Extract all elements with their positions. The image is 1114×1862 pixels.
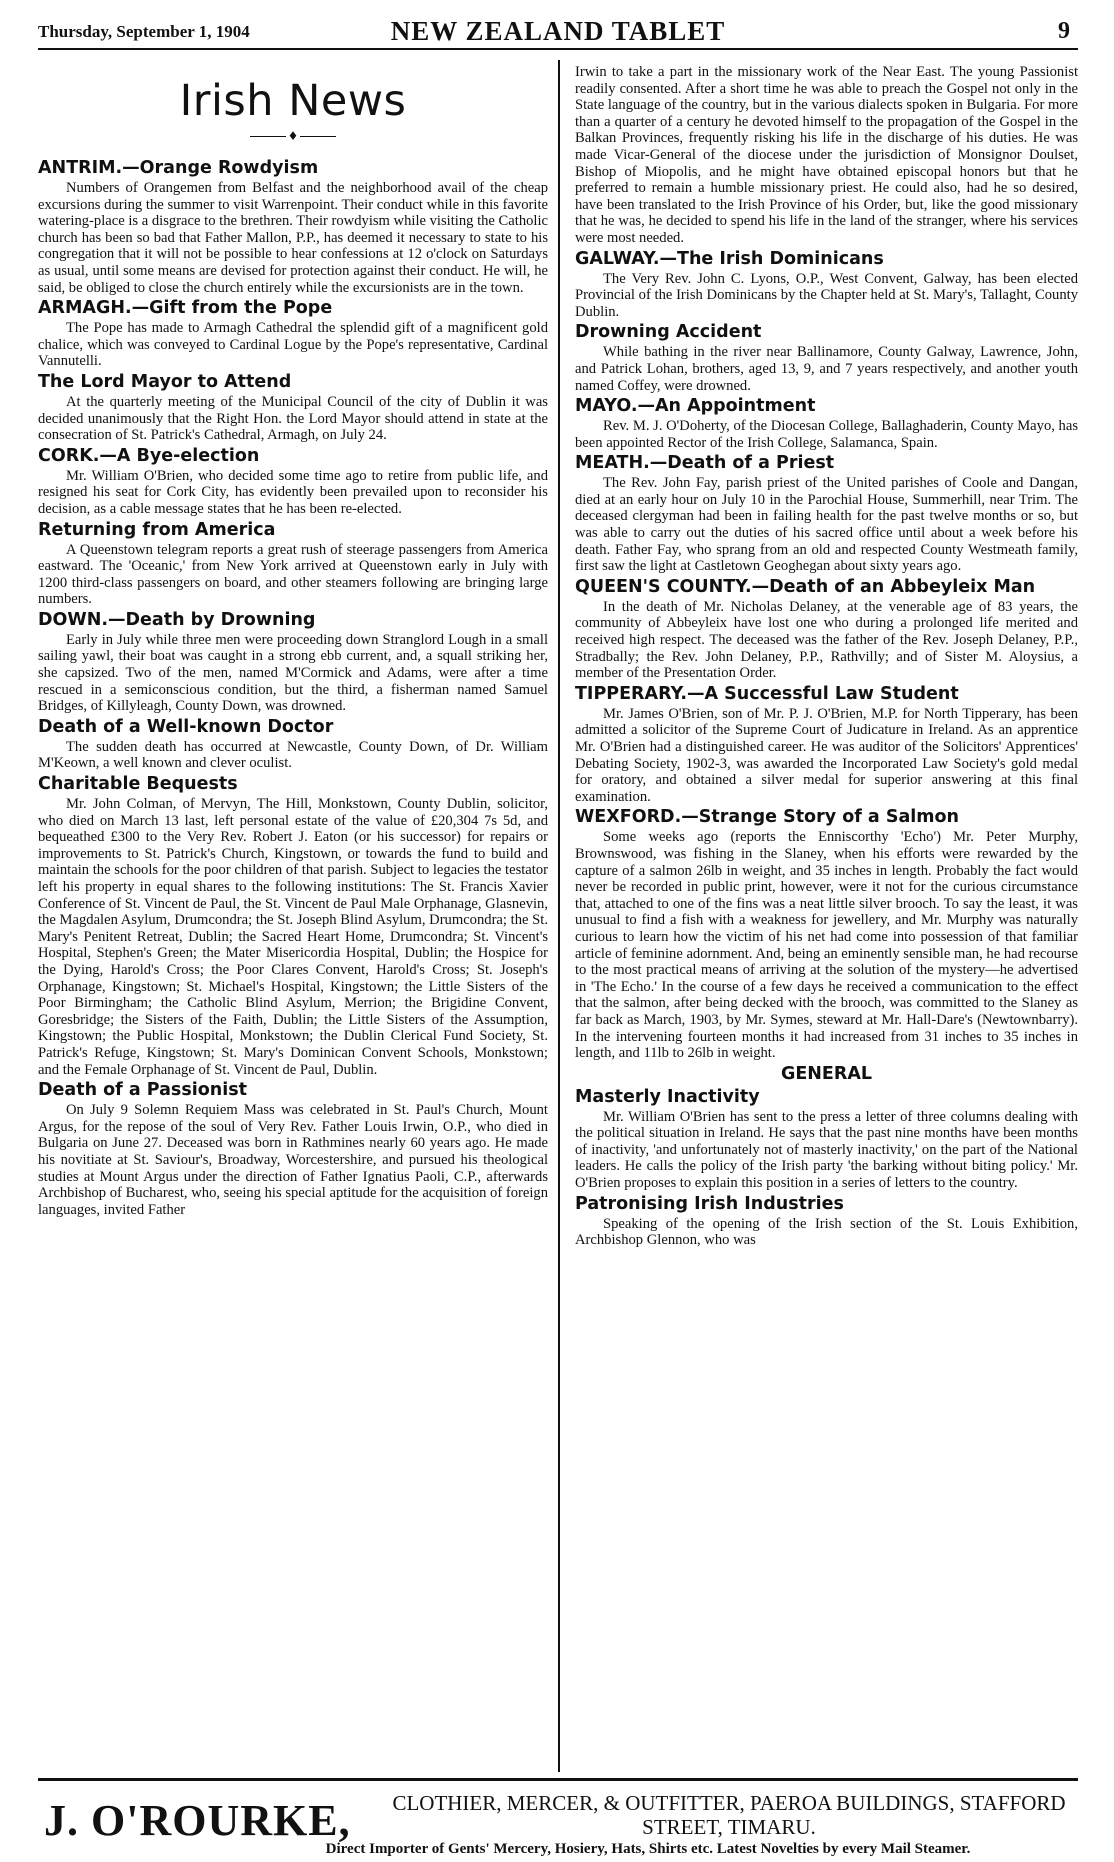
article-heading: Death of a Well-known Doctor bbox=[38, 716, 334, 737]
article-heading: GALWAY.—The Irish Dominicans bbox=[575, 248, 884, 269]
article-heading: MAYO.—An Appointment bbox=[575, 396, 816, 417]
article bbox=[38, 158, 548, 296]
right-articles bbox=[575, 64, 1078, 1249]
article-heading: QUEEN'S COUNTY.—Death of an Abbeyleix Man bbox=[575, 576, 1036, 597]
article-paragraph: Mr. James O'Brien, son of Mr. P. J. O'Brien, M.P. for North Tipperary, has been admitted a solicitor of the Supreme Court of Judicature in Ireland. As an apprentice Mr. O'Brien had a distinguished career. He was auditor of the Solicitors' Apprentices' Debating Society, 1902-3, was awarded the Incorporated Law Society's gold medal for oratory, and obtained a silver medal for superior answering at this final examination. bbox=[575, 705, 1078, 805]
article bbox=[575, 396, 1078, 451]
article-heading: WEXFORD.—Strange Story of a Salmon bbox=[575, 807, 959, 828]
article-paragraph: On July 9 Solemn Requiem Mass was celebrated in St. Paul's Church, Mount Argus, for the repose of the soul of Very Rev. Father Louis Irwin, O.P., who died in Bulgaria on June 27. Deceased was born in Rathmines nearly 60 years ago. He made his novitiate at St. Saviour's, Broadway, Worcestershire, and pursued his theological studies at Mount Argus under the direction of Father Ignatius Paoli, C.P., afterwards Archbishop of Bucharest, who, seeing his special aptitude for the acquisition of foreign languages, invited Father bbox=[38, 1102, 548, 1218]
advertiser-name: J. O'ROURKE, bbox=[44, 1796, 351, 1845]
article-paragraph: Speaking of the opening of the Irish section of the St. Louis Exhibition, Archbishop Glennon, who was bbox=[575, 1215, 1078, 1249]
article-paragraph: The Pope has made to Armagh Cathedral the splendid gift of a magnificent gold chalice, which was conveyed to Cardinal Logue by the Pope's representative, Cardinal Vannutelli. bbox=[38, 320, 548, 370]
diamond-icon: ♦ bbox=[287, 129, 299, 143]
article bbox=[575, 1064, 1078, 1085]
page-number: 9 bbox=[1058, 18, 1070, 44]
article-paragraph: Mr. William O'Brien, who decided some time ago to retire from public life, and resigned his seat for Cork City, has evidently been prevailed upon to reconsider his decision, as a cable message states that he has been re-elected. bbox=[38, 467, 548, 517]
article-heading: Drowning Accident bbox=[575, 322, 762, 343]
article-heading: Death of a Passionist bbox=[38, 1080, 248, 1101]
article bbox=[575, 1194, 1078, 1249]
article-heading: DOWN.—Death by Drowning bbox=[38, 609, 316, 630]
article-paragraph: While bathing in the river near Ballinamore, County Galway, Lawrence, John, and Patrick Lohan, brothers, aged 13, 9, and 7 years respectively, and another youth named Coffey, were drowned. bbox=[575, 344, 1078, 394]
issue-date: Thursday, September 1, 1904 bbox=[38, 22, 250, 41]
article-paragraph: The Very Rev. John C. Lyons, O.P., West Convent, Galway, has been elected Provincial of the Irish Dominicans by the Chapter held at St. Mary's, Tallaght, County Dublin. bbox=[575, 270, 1078, 320]
article-heading: Charitable Bequests bbox=[38, 774, 238, 795]
article-paragraph: A Queenstown telegram reports a great rush of steerage passengers from America eastward. The 'Oceanic,' from New York arrived at Queenstown early in July with 1200 third-class passengers on board, and other steamers following are bringing large numbers. bbox=[38, 541, 548, 608]
article-heading: ARMAGH.—Gift from the Pope bbox=[38, 298, 333, 319]
column-divider bbox=[558, 60, 560, 1772]
section-title: Irish News bbox=[179, 76, 407, 126]
article-heading: TIPPERARY.—A Successful Law Student bbox=[575, 683, 959, 704]
article bbox=[38, 446, 548, 518]
article-heading: ANTRIM.—Orange Rowdyism bbox=[38, 158, 319, 178]
advertiser-footer: Direct Importer of Gents' Mercery, Hosiery, Hats, Shirts etc. Latest Novelties by every Mail Steamer. bbox=[325, 1841, 971, 1857]
article bbox=[38, 717, 548, 772]
article-paragraph: Mr. John Colman, of Mervyn, The Hill, Monkstown, County Dublin, solicitor, who died on March 13 last, left personal estate of the value of £20,304 7s 5d, and bequeathed £300 to the Very Rev. Robert J. Eaton (or his successor) for repairs or improvements to St. Patrick's Church, Kingstown, or towards the fund to build and maintain the schools for the poor children of that parish. Subject to legacies the testator left his property in equal shares to the following institutions: The St. Francis Xavier Conference of St. Vincent de Paul, the St. Vincent de Paul Male Orphanage, Glasnevin, the Magdalen Asylum, Drumcondra; the St. Joseph Blind Asylum, Drumcondra; the St. Mary's Penitent Retreat, Dublin; the Sacred Heart Home, Drumcondra; St. Vincent's Hospital, Stephen's Green; the Mater Misericordia Hospital, Dublin; the Hospice for the Dying, Harold's Cross; the Poor Clares Convent, Harold's Cross; St. Joseph's Orphanage, Kingstown; St. Michael's Hospital, Kingstown; the Little Sisters of the Poor Birmingham; the Catholic Blind Asylum, Merrion; the Brigidine Convent, Goresbridge; the Sisters of the Faith, Dublin; the Little Sisters of the Assumption, Kingstown; the Public Hospital, Monkstown; the Dublin Clerical Fund Society, St. Patrick's Refuge, Kingstown; St. Mary's Dominican Convent Schools, Monkstown; and the Female Orphanage of St. Vincent de Paul, Dublin. bbox=[38, 796, 548, 1078]
article-heading: MEATH.—Death of a Priest bbox=[575, 453, 835, 474]
article bbox=[38, 1080, 548, 1218]
article bbox=[38, 520, 548, 608]
article-paragraph: Some weeks ago (reports the Enniscorthy 'Echo') Mr. Peter Murphy, Brownswood, was fishing in the Slaney, when his efforts were rewarded by the capture of a salmon 26lb in weight, and 35 inches in length. Probably the fact would never be recorded in public print, however, were it not for the curious circumstance that, attached to one of the fins was a neat little silver brooch. To say the least, it was unusual to find a fish with a weakness for jewellery, and Mr. Murphy was naturally curious to learn how the victim of his net had come into possession of that familiar article of feminine adornment. And, being an eminently sensible man, he had recourse to the most practical means of arriving at the solution of the mystery—he advertised in 'The Echo.' In the course of a few days he received a communication to the effect that the salmon, after being decked with the brooch, was committed to the Slaney as far back as March, 1903, by Mr. Symes, steward at Mr. Hall-Dare's (Newtownbarry). In the intervening fourteen months it had increased from 31 inches to 35 inches in length, and 11lb to 26lb in weight. bbox=[575, 829, 1078, 1062]
article bbox=[575, 577, 1078, 682]
article bbox=[575, 322, 1078, 394]
article bbox=[575, 807, 1078, 1061]
article bbox=[38, 610, 548, 715]
article bbox=[575, 684, 1078, 806]
article bbox=[575, 1087, 1078, 1192]
article-paragraph: Rev. M. J. O'Doherty, of the Diocesan College, Ballaghaderin, County Mayo, has been appointed Rector of the Irish College, Salamanca, Spain. bbox=[575, 418, 1078, 451]
article-paragraph: At the quarterly meeting of the Municipal Council of the city of Dublin it was decided unanimously that the Right Hon. the Lord Mayor should attend in state at the consecration of St. Patrick's Cathedral, Armagh, on July 24. bbox=[38, 393, 548, 444]
article bbox=[575, 453, 1078, 575]
article-paragraph: The sudden death has occurred at Newcastle, County Down, of Dr. William M'Keown, a well known and clever oculist. bbox=[38, 738, 548, 772]
masthead bbox=[38, 14, 1078, 50]
article-heading: Patronising Irish Industries bbox=[575, 1193, 844, 1214]
article-paragraph: Irwin to take a part in the missionary work of the Near East. The young Passionist readily consented. After a short time he was able to preach the Gospel not only in the State language of the country, but in the various dialects spoken in Bulgaria. For more than a quarter of a century he devoted himself to the propagation of the Gospel in the Balkan Provinces, frequently risking his life in the discharge of his duties. He was made Vicar-General of the diocese under the jurisdiction of Monsignor Doulset, Bishop of Miopolis, and he might have obtained episcopal honors but that he preferred to remain a humble missionary priest. He could also, had he so desired, have been translated to the Irish Province of his Order, but, like the good missionary that he was, he decided to spend his life in the land of the stranger, where his services were most needed. bbox=[575, 64, 1078, 246]
advertisement bbox=[38, 1778, 1078, 1857]
left-articles bbox=[38, 158, 548, 1218]
advertiser-description: CLOTHIER, MERCER, & OUTFITTER, PAEROA BUILDINGS, STAFFORD STREET, TIMARU. bbox=[392, 1791, 1066, 1839]
article bbox=[38, 372, 548, 444]
article-paragraph: Mr. William O'Brien has sent to the press a letter of three columns dealing with the political situation in Ireland. He says that the past nine months have been months of inactivity, 'and unfortunately not of masterly inactivity,' on the part of the National leaders. He calls the policy of the Irish party 'the barking without biting policy.' Mr. O'Brien proposes to explain this position in a series of letters to the country. bbox=[575, 1108, 1078, 1192]
article-paragraph: Early in July while three men were proceeding down Stranglord Lough in a small sailing yawl, their boat was caught in a strong ebb current, and, a squall striking her, she capsized. Two of the men, named M'Cormick and Adams, were after a time rescued in a semiconscious condition, but the third, a fisherman named Samuel Bridges, of Killyleagh, County Down, was drowned. bbox=[38, 631, 548, 715]
article bbox=[38, 774, 548, 1078]
title-ornament bbox=[38, 128, 548, 144]
article bbox=[575, 64, 1078, 247]
article-heading: Returning from America bbox=[38, 519, 276, 540]
right-column bbox=[575, 64, 1078, 1776]
article-paragraph: The Rev. John Fay, parish priest of the United parishes of Coole and Dangan, died at an early hour on July 10 in the Parochial House, Summerhill, near Trim. The deceased clergyman had been in failing health for the past twelve months or so, but was able to carry out the duties of his sacred office until about a week before his death. Father Fay, who sprang from an old and respected County Westmeath family, first saw the light at Castletown Geoghegan about sixty years ago. bbox=[575, 475, 1078, 575]
article-heading: GENERAL bbox=[780, 1063, 873, 1084]
article bbox=[38, 298, 548, 370]
article-heading: CORK.—A Bye-election bbox=[38, 445, 260, 466]
newspaper-title: NEW ZEALAND TABLET bbox=[390, 16, 726, 46]
article-paragraph: In the death of Mr. Nicholas Delaney, at the venerable age of 83 years, the community of Abbeyleix have lost one who during a prolonged life merited and received high respect. The deceased was the father of the Rev. Joseph Delaney, P.P., Stradbally; the Rev. John Delaney, P.P., Rathvilly; and of Sister M. Aloysius, a member of the Presentation Order. bbox=[575, 598, 1078, 682]
article-heading: Masterly Inactivity bbox=[575, 1086, 760, 1107]
article-paragraph: Numbers of Orangemen from Belfast and the neighborhood avail of the cheap excursions during the summer to visit Warrenpoint. Their conduct while in this favorite watering-place is a disgrace to the brethren. Their rowdyism while visiting the Catholic church has been so bad that Father Mallon, P.P., has deemed it necessary to state to his congregation that it will not be possible to hear confessions at 12 o'clock on Saturdays as usual, until some means are devised for protection against their conduct. He will, he said, be obliged to close the church entirely while the excursionists are in the town. bbox=[38, 180, 548, 296]
left-column bbox=[38, 64, 548, 1776]
article-heading: The Lord Mayor to Attend bbox=[38, 371, 292, 392]
article bbox=[575, 249, 1078, 321]
